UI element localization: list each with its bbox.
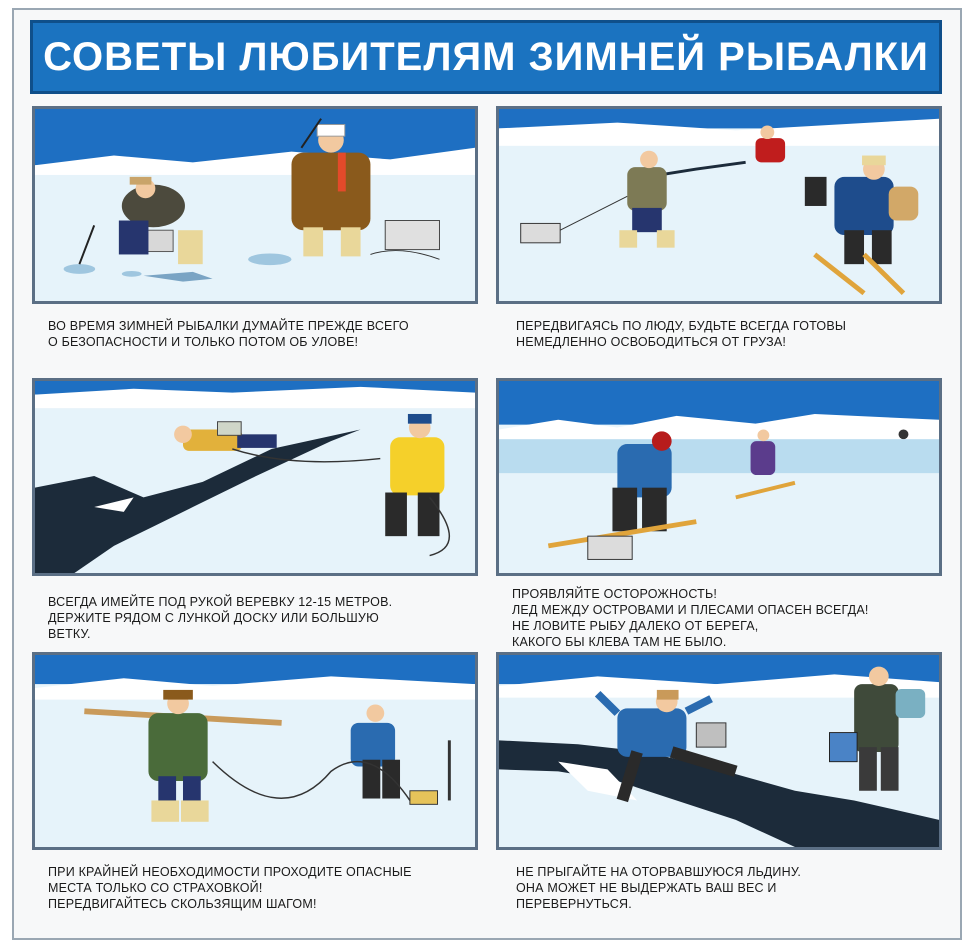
caption-line: ПЕРЕДВИГАЙТЕСЬ СКОЛЬЗЯЩИМ ШАГОМ! <box>48 897 317 911</box>
caption-line: ЛЕД МЕЖДУ ОСТРОВАМИ И ПЛЕСАМИ ОПАСЕН ВСЕГДА! <box>512 603 869 617</box>
illustration-islands-danger <box>496 378 942 576</box>
caption-line: КАКОГО БЫ КЛЕВА ТАМ НЕ БЫЛО. <box>512 635 727 649</box>
caption-line: ПРИ КРАЙНЕЙ НЕОБХОДИМОСТИ ПРОХОДИТЕ ОПАСНЫЕ <box>48 865 412 879</box>
title-banner <box>30 20 942 94</box>
illustration-skiers-with-load <box>496 106 942 304</box>
caption-line: ВО ВРЕМЯ ЗИМНЕЙ РЫБАЛКИ ДУМАЙТЕ ПРЕЖДЕ ВСЕГО <box>48 319 409 333</box>
caption-line: НЕМЕДЛЕННО ОСВОБОДИТЬСЯ ОТ ГРУЗА! <box>516 335 787 349</box>
caption-line: ПРОЯВЛЯЙТЕ ОСТОРОЖНОСТЬ! <box>512 587 718 601</box>
caption-2 <box>516 318 846 350</box>
caption-line: НЕ ПРЫГАЙТЕ НА ОТОРВАВШУЮСЯ ЛЬДИНУ. <box>516 865 801 879</box>
caption-line: НЕ ЛОВИТЕ РЫБУ ДАЛЕКО ОТ БЕРЕГА, <box>512 619 759 633</box>
illustration-safety-rope-crossing <box>32 652 478 850</box>
page-title: СОВЕТЫ ЛЮБИТЕЛЯМ ЗИМНЕЙ РЫБАЛКИ <box>43 34 929 79</box>
illustration-ice-fishing <box>32 106 478 304</box>
illustration-rope-rescue <box>32 378 478 576</box>
caption-3 <box>48 594 392 642</box>
caption-4 <box>512 586 869 650</box>
caption-line: ОНА МОЖЕТ НЕ ВЫДЕРЖАТЬ ВАШ ВЕС И <box>516 881 777 895</box>
caption-line: ВЕТКУ. <box>48 627 91 641</box>
caption-line: О БЕЗОПАСНОСТИ И ТОЛЬКО ПОТОМ ОБ УЛОВЕ! <box>48 335 359 349</box>
illustration-ice-floe-jump <box>496 652 942 850</box>
caption-5 <box>48 864 412 912</box>
caption-1 <box>48 318 409 350</box>
caption-6 <box>516 864 801 912</box>
caption-line: ПЕРЕВЕРНУТЬСЯ. <box>516 897 632 911</box>
caption-line: ВСЕГДА ИМЕЙТЕ ПОД РУКОЙ ВЕРЕВКУ 12-15 МЕТРОВ. <box>48 595 393 609</box>
caption-line: ДЕРЖИТЕ РЯДОМ С ЛУНКОЙ ДОСКУ ИЛИ БОЛЬШУЮ <box>48 611 379 625</box>
caption-line: МЕСТА ТОЛЬКО СО СТРАХОВКОЙ! <box>48 881 263 895</box>
caption-line: ПЕРЕДВИГАЯСЬ ПО ЛЮДУ, БУДЬТЕ ВСЕГДА ГОТОВЫ <box>516 319 847 333</box>
